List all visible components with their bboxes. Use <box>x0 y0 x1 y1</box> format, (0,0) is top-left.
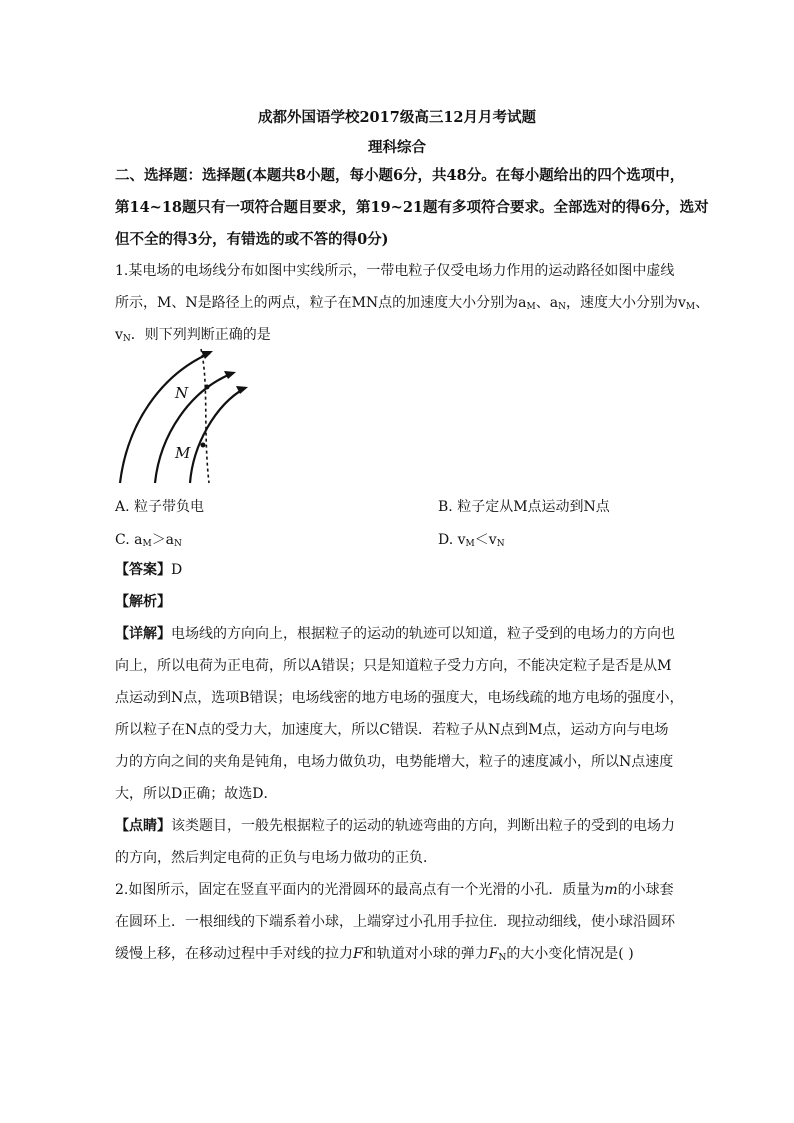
electric-field-figure <box>115 345 255 485</box>
question-1-stem <box>115 259 710 355</box>
detail-line: 所以粒子在N点的受力大，加速度大，所以C错误．若粒子从N点到M点，运动方向与电场 <box>115 722 669 738</box>
comment-line: 【点睛】该类题目，一般先根据粒子的运动的轨迹弯曲的方向，判断出粒子的受到的电场力 <box>115 818 675 834</box>
detail-line: 力的方向之间的夹角是钝角，电场力做负功，电势能增大，粒子的速度减小，所以N点速度 <box>115 754 674 770</box>
detail-line: 向上，所以电荷为正电荷，所以A错误；只是知道粒子受力方向，不能决定粒子是否是从M <box>115 658 672 674</box>
answer-line: 【答案】D <box>115 562 183 578</box>
section-line: 但不全的得3分，有错选的或不答的得0分) <box>115 231 389 248</box>
q1-line: $v_N$．则下列判断正确的是 <box>115 327 271 344</box>
q1-line: 1.某电场的电场线分布如图中实线所示，一带电粒子仅受电场力作用的运动路径如图中虚线 <box>115 263 675 279</box>
field-line <box>120 353 210 483</box>
field-lines-diagram <box>115 345 255 485</box>
section-instructions <box>115 164 709 260</box>
particle-trajectory <box>201 349 209 483</box>
field-line <box>190 388 245 483</box>
q2-line: 在圆环上．一根细线的下端系着小球，上端穿过小孔用手拉住．现拉动细线，使小球沿圆环 <box>115 914 675 930</box>
field-line <box>155 373 233 483</box>
q1-line: 所示，M、N是路径上的两点，粒子在MN点的加速度大小分别为$a_M$、$a_N$，速度大小分别为$v_M$、 <box>115 295 710 312</box>
point-m <box>201 443 206 448</box>
detail-line: 大，所以D正确；故选D． <box>115 786 278 802</box>
section-line: 第14~18题只有一项符合题目要求，第19~21题有多项符合要求。全部选对的得6分，选对 <box>115 199 709 216</box>
option-a: A. 粒子带负电 <box>115 499 205 515</box>
detail-line: 【详解】电场线的方向向上，根据粒子的运动的轨迹可以知道，粒子受到的电场力的方向也 <box>115 626 675 642</box>
point-n <box>205 385 210 390</box>
option-c: C. $a_M>a_N$ <box>115 532 182 549</box>
section-line: 二、选择题：选择题(本题共8小题，每小题6分，共48分。在每小题给出的四个选项中， <box>115 167 685 184</box>
label-n: N <box>175 384 189 402</box>
detail-line: 点运动到N点，选项B错误；电场线密的地方电场的强度大，电场线疏的地方电场的强度小， <box>115 690 684 706</box>
q2-line: 2.如图所示，固定在竖直平面内的光滑圆环的最高点有一个光滑的小孔．质量为m的小球套 <box>115 882 674 898</box>
q2-line: 缓慢上移，在移动过程中手对线的拉力F和轨道对小球的弹力$F_N$的大小变化情况是( ) <box>115 946 634 963</box>
analysis-heading: 【解析】 <box>115 594 171 610</box>
comment-line: 的方向，然后判定电荷的正负与电场力做功的正负． <box>115 850 437 866</box>
option-b: B. 粒子定从M点运动到N点 <box>438 499 610 515</box>
option-d: D. $v_M<v_N$ <box>438 532 505 549</box>
answer-block <box>115 558 685 878</box>
question-2-stem <box>115 878 685 974</box>
exam-subtitle: 理科综合 <box>368 139 426 156</box>
exam-title: 成都外国语学校2017级高三12月月考试题 <box>257 109 537 126</box>
label-m: M <box>175 444 191 462</box>
